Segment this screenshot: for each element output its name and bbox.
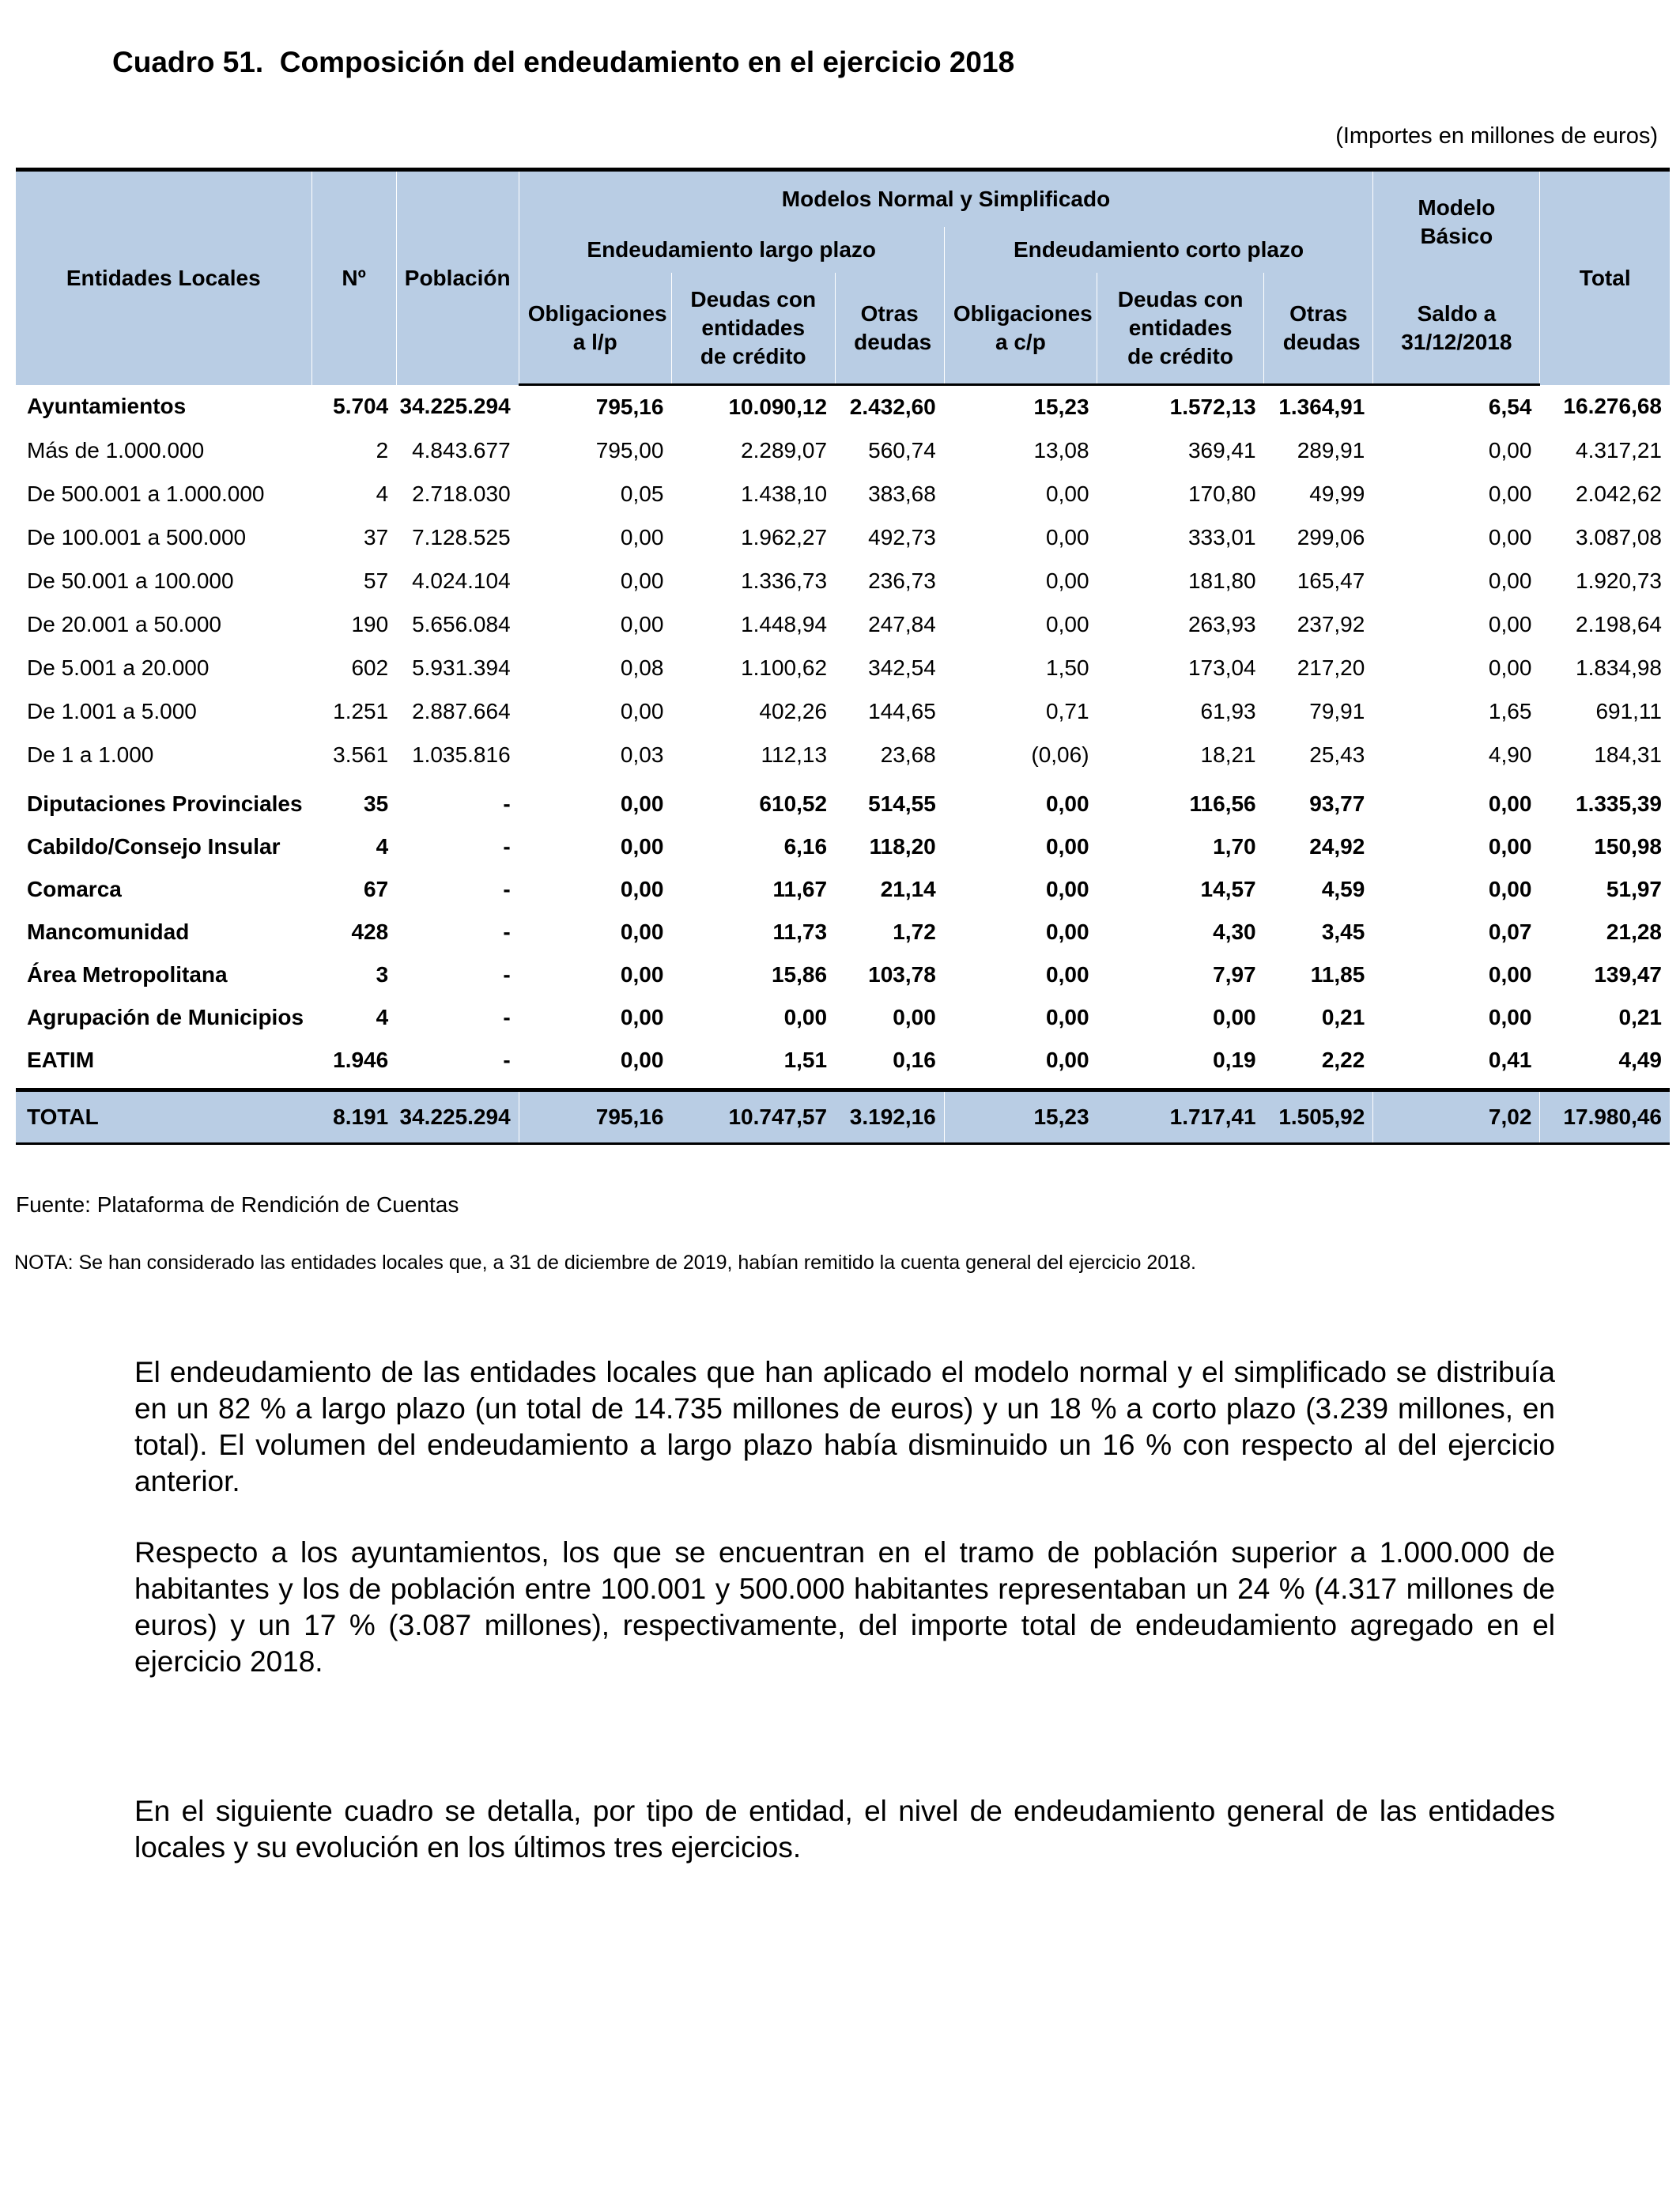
cell-d: 0,00 <box>1046 1048 1089 1072</box>
cell-c: 492,73 <box>835 515 944 559</box>
cell-a: 795,00 <box>595 437 664 463</box>
row-gap <box>16 776 1670 783</box>
cell-name: De 100.001 a 500.000 <box>27 524 247 549</box>
cell-a: 795,16 <box>595 395 664 419</box>
cell-a: 0,00 <box>620 1048 664 1072</box>
cell-n: 8.191 <box>311 1090 396 1144</box>
cell-t: 2.042,62 <box>1576 481 1662 506</box>
cell-n: 67 <box>364 877 389 901</box>
cell-d: 0,00 <box>1046 611 1089 636</box>
cell-b: 0,00 <box>783 1005 828 1029</box>
cell-g: 7,02 <box>1373 1090 1540 1144</box>
row-gap-cell <box>16 776 1670 783</box>
cell-t: 150,98 <box>1594 834 1662 859</box>
cell-n: 3 <box>376 962 389 987</box>
table-row <box>16 1039 1670 1082</box>
table-row <box>16 733 1670 776</box>
cell-d: 0,00 <box>1046 834 1089 859</box>
cell-b: 1.438,10 <box>741 481 828 506</box>
cell-name: De 50.001 a 100.000 <box>27 568 234 593</box>
cell-d: 0,00 <box>1046 920 1089 944</box>
cell-e: 333,01 <box>1187 524 1256 549</box>
cell-a: 0,00 <box>620 877 664 901</box>
cell-name: Más de 1.000.000 <box>27 437 205 463</box>
cell-name: De 1 a 1.000 <box>27 742 154 767</box>
cell-e: 263,93 <box>1187 611 1256 636</box>
table-row <box>16 472 1670 515</box>
cell-f: 237,92 <box>1264 602 1373 646</box>
header-oblig-cp <box>944 273 1097 385</box>
cell-t: 16.276,68 <box>1563 394 1662 419</box>
cell-d: 0,00 <box>1046 524 1089 549</box>
cell-b: 1.100,62 <box>741 655 828 680</box>
cell-c: 560,74 <box>835 429 944 472</box>
cell-name: Diputaciones Provinciales <box>27 791 303 816</box>
paragraph-2: Respecto a los ayuntamientos, los que se encuentran en el tramo de población superior a 1.000.000 de habitantes y los de población entre 100.001 y 500.000 habitantes representaban un 24 % (4.317 millones de euros) y un 17 % (3.087 millones), respectivamente, del importe total de endeudamiento agregado en el ejercicio 2018. <box>134 1536 1555 1678</box>
cell-c: 236,73 <box>835 559 944 602</box>
cell-f: 299,06 <box>1264 515 1373 559</box>
cell-pob: - <box>396 996 519 1039</box>
cell-pob: - <box>396 954 519 996</box>
cell-d: 15,23 <box>944 1090 1097 1144</box>
header-deudas-credito-cp <box>1097 273 1264 385</box>
header-otras-cp <box>1264 273 1373 385</box>
cell-d: 0,00 <box>1046 791 1089 816</box>
cell-c: 383,68 <box>835 472 944 515</box>
cell-t: 2.198,64 <box>1576 611 1662 636</box>
cell-b: 15,86 <box>771 962 828 987</box>
cell-g: 0,00 <box>1373 602 1540 646</box>
cell-c: 3.192,16 <box>835 1090 944 1144</box>
header-corto-plazo: Endeudamiento corto plazo <box>944 227 1373 273</box>
cell-name: EATIM <box>27 1048 95 1072</box>
header-largo-plazo: Endeudamiento largo plazo <box>519 227 944 273</box>
cell-g: 0,00 <box>1373 559 1540 602</box>
cell-c: 514,55 <box>835 783 944 825</box>
cell-d: 0,00 <box>1046 1005 1089 1029</box>
table-row <box>16 602 1670 646</box>
table-title: Cuadro 51. Composición del endeudamiento en el ejercicio 2018 <box>112 46 1015 78</box>
cell-g: 0,00 <box>1373 646 1540 689</box>
cell-g: 0,00 <box>1373 472 1540 515</box>
header-num: Nº <box>311 170 396 385</box>
cell-g: 0,00 <box>1373 868 1540 911</box>
cell-b: 1.962,27 <box>741 524 828 549</box>
cell-b: 112,13 <box>761 742 828 767</box>
cell-e: 0,19 <box>1213 1048 1256 1072</box>
cell-e: 1.717,41 <box>1097 1090 1264 1144</box>
cell-t: 17.980,46 <box>1540 1090 1670 1144</box>
cell-e: 173,04 <box>1187 655 1256 680</box>
cell-pob: - <box>396 825 519 868</box>
cell-name: De 5.001 a 20.000 <box>27 655 210 680</box>
cell-t: 0,21 <box>1618 1005 1662 1029</box>
cell-f: 1.364,91 <box>1264 385 1373 429</box>
cell-pob: - <box>396 868 519 911</box>
cell-g: 0,00 <box>1373 515 1540 559</box>
cell-e: 14,57 <box>1200 877 1256 901</box>
cell-pob: 7.128.525 <box>396 515 519 559</box>
deudas-credito-cp-label: Deudas con entidades de crédito <box>1117 287 1244 368</box>
table-row <box>16 911 1670 954</box>
cell-pob: 5.656.084 <box>396 602 519 646</box>
cell-t: 139,47 <box>1594 962 1662 987</box>
cell-name: Comarca <box>27 877 122 901</box>
cell-a: 0,03 <box>620 742 664 767</box>
modelo-basico-label: Modelo Básico <box>1418 195 1496 248</box>
cell-name: De 500.001 a 1.000.000 <box>27 481 265 506</box>
table-row <box>16 868 1670 911</box>
cell-g: 0,41 <box>1373 1039 1540 1082</box>
cell-name: De 1.001 a 5.000 <box>27 698 197 723</box>
cell-f: 24,92 <box>1264 825 1373 868</box>
header-poblacion: Población <box>396 170 519 385</box>
cell-g: 0,00 <box>1373 954 1540 996</box>
cell-a: 0,00 <box>620 611 664 636</box>
cell-a: 0,00 <box>620 920 664 944</box>
header-oblig-lp <box>519 273 671 385</box>
cell-e: 7,97 <box>1213 962 1256 987</box>
cell-pob: 34.225.294 <box>396 385 519 429</box>
row-gap-cell <box>16 1082 1670 1090</box>
header-modelo-basico <box>1373 170 1540 274</box>
header-total: Total <box>1540 170 1670 385</box>
header-deudas-credito-lp <box>671 273 835 385</box>
cell-f: 289,91 <box>1264 429 1373 472</box>
cell-d: 1,50 <box>1046 655 1089 680</box>
cell-g: 0,00 <box>1373 996 1540 1039</box>
footnote: NOTA: Se han considerado las entidades locales que, a 31 de diciembre de 2019, habían remitido la cuenta general del ejercicio 2018. <box>14 1252 1196 1274</box>
cell-a: 0,00 <box>620 962 664 987</box>
cell-t: 1.920,73 <box>1576 568 1662 593</box>
header-saldo <box>1373 273 1540 385</box>
cell-c: 144,65 <box>835 689 944 733</box>
cell-f: 49,99 <box>1264 472 1373 515</box>
cell-a: 0,00 <box>620 834 664 859</box>
cell-f: 2,22 <box>1264 1039 1373 1082</box>
cell-n: 428 <box>351 920 389 944</box>
cell-d: 15,23 <box>1033 395 1089 419</box>
cell-d: 0,00 <box>1046 568 1089 593</box>
cell-n: 2 <box>376 437 389 463</box>
cell-b: 402,26 <box>759 698 828 723</box>
cell-d: 13,08 <box>1033 437 1089 463</box>
paragraph-1: El endeudamiento de las entidades locales que han aplicado el modelo normal y el simplificado se distribuía en un 82 % a largo plazo (un total de 14.735 millones de euros) y un 18 % a corto plazo (3.239 millones, en total). El volumen del endeudamiento a largo plazo había disminuido un 16 % con respecto al del ejercicio anterior. <box>134 1356 1555 1497</box>
cell-n: 4 <box>376 834 389 859</box>
table-row <box>16 954 1670 996</box>
cell-c: 0,16 <box>835 1039 944 1082</box>
cell-c: 1,72 <box>835 911 944 954</box>
cell-n: 37 <box>364 524 389 549</box>
cell-t: 4.317,21 <box>1576 437 1662 463</box>
cell-c: 342,54 <box>835 646 944 689</box>
cell-pob: 1.035.816 <box>396 733 519 776</box>
cell-name: De 20.001 a 50.000 <box>27 611 221 636</box>
cell-n: 4 <box>376 481 389 506</box>
cell-e: 170,80 <box>1187 481 1256 506</box>
cell-name: Área Metropolitana <box>27 962 228 987</box>
cell-b: 1,51 <box>783 1048 828 1072</box>
cell-b: 1.336,73 <box>741 568 828 593</box>
cell-f: 1.505,92 <box>1264 1090 1373 1144</box>
oblig-lp-label: Obligaciones a l/p <box>527 301 667 354</box>
cell-d: 0,00 <box>1046 962 1089 987</box>
cell-a: 0,00 <box>620 791 664 816</box>
cell-pob: 34.225.294 <box>396 1090 519 1144</box>
cell-c: 2.432,60 <box>835 385 944 429</box>
cell-e: 1.572,13 <box>1169 395 1256 419</box>
cell-f: 165,47 <box>1264 559 1373 602</box>
cell-f: 4,59 <box>1264 868 1373 911</box>
cell-f: 0,21 <box>1264 996 1373 1039</box>
cell-e: 18,21 <box>1200 742 1256 767</box>
cell-f: 11,85 <box>1264 954 1373 996</box>
cell-a: 0,00 <box>620 1005 664 1029</box>
cell-b: 10.747,57 <box>671 1090 835 1144</box>
cell-t: 51,97 <box>1606 877 1662 901</box>
cell-f: 3,45 <box>1264 911 1373 954</box>
cell-name: TOTAL <box>16 1090 311 1144</box>
cell-b: 2.289,07 <box>741 437 828 463</box>
oblig-cp-label: Obligaciones a c/p <box>953 301 1093 354</box>
cell-b: 610,52 <box>759 791 828 816</box>
saldo-label: Saldo a 31/12/2018 <box>1401 301 1512 354</box>
cell-pob: 2.887.664 <box>396 689 519 733</box>
cell-name: Agrupación de Municipios <box>27 1005 304 1029</box>
cell-a: 0,00 <box>620 698 664 723</box>
otras-lp-label: Otras deudas <box>854 301 932 354</box>
table-row <box>16 689 1670 733</box>
cell-t: 21,28 <box>1606 920 1662 944</box>
cell-f: 25,43 <box>1264 733 1373 776</box>
cell-t: 4,49 <box>1618 1048 1662 1072</box>
cell-t: 1.834,98 <box>1576 655 1662 680</box>
cell-e: 0,00 <box>1213 1005 1256 1029</box>
cell-c: 118,20 <box>835 825 944 868</box>
table-row <box>16 559 1670 602</box>
source-note: Fuente: Plataforma de Rendición de Cuentas <box>16 1192 459 1217</box>
cell-n: 4 <box>376 1005 389 1029</box>
cell-e: 181,80 <box>1187 568 1256 593</box>
table-row <box>16 996 1670 1039</box>
cell-g: 1,65 <box>1373 689 1540 733</box>
cell-b: 11,73 <box>772 920 828 944</box>
table-row <box>16 515 1670 559</box>
cell-d: (0,06) <box>1031 742 1089 767</box>
cell-n: 57 <box>364 568 389 593</box>
cell-t: 691,11 <box>1595 698 1662 723</box>
cell-pob: - <box>396 783 519 825</box>
header-entidades: Entidades Locales <box>16 170 311 385</box>
cell-f: 93,77 <box>1264 783 1373 825</box>
cell-a: 795,16 <box>519 1090 671 1144</box>
deudas-credito-lp-label: Deudas con entidades de crédito <box>690 287 817 368</box>
cell-c: 247,84 <box>835 602 944 646</box>
cell-b: 1.448,94 <box>741 611 828 636</box>
total-row <box>16 1090 1670 1144</box>
cell-b: 11,67 <box>772 877 828 901</box>
cell-d: 0,71 <box>1046 698 1089 723</box>
table-row <box>16 429 1670 472</box>
cell-pob: 2.718.030 <box>396 472 519 515</box>
cell-e: 61,93 <box>1200 698 1256 723</box>
cell-n: 3.561 <box>333 742 389 767</box>
cell-d: 0,00 <box>1046 877 1089 901</box>
cell-g: 0,00 <box>1373 825 1540 868</box>
table-row <box>16 646 1670 689</box>
paragraph-3: En el siguiente cuadro se detalla, por tipo de entidad, el nivel de endeudamiento general de las entidades locales y su evolución en los últimos tres ejercicios. <box>134 1795 1555 1864</box>
cell-n: 5.704 <box>333 394 389 419</box>
cell-pob: 5.931.394 <box>396 646 519 689</box>
cell-e: 4,30 <box>1213 920 1256 944</box>
cell-a: 0,05 <box>620 481 664 506</box>
cell-t: 3.087,08 <box>1576 524 1662 549</box>
units-note: (Importes en millones de euros) <box>1335 123 1658 149</box>
cell-pob: - <box>396 1039 519 1082</box>
cell-g: 6,54 <box>1373 385 1540 429</box>
cell-g: 4,90 <box>1373 733 1540 776</box>
cell-e: 369,41 <box>1187 437 1256 463</box>
cell-pob: 4.024.104 <box>396 559 519 602</box>
cell-b: 10.090,12 <box>728 395 828 419</box>
cell-n: 35 <box>364 791 389 816</box>
header-otras-lp <box>835 273 944 385</box>
cell-g: 0,00 <box>1373 429 1540 472</box>
cell-name: Cabildo/Consejo Insular <box>27 834 281 859</box>
cell-n: 1.251 <box>333 698 389 723</box>
cell-d: 0,00 <box>1046 481 1089 506</box>
cell-f: 79,91 <box>1264 689 1373 733</box>
cell-n: 602 <box>351 655 389 680</box>
cell-c: 23,68 <box>835 733 944 776</box>
cell-e: 1,70 <box>1213 834 1256 859</box>
cell-name: Ayuntamientos <box>27 394 187 419</box>
table-row <box>16 825 1670 868</box>
cell-g: 0,07 <box>1373 911 1540 954</box>
header-modelos-normal-simplificado: Modelos Normal y Simplificado <box>519 170 1373 228</box>
cell-c: 21,14 <box>835 868 944 911</box>
cell-pob: 4.843.677 <box>396 429 519 472</box>
debt-composition-table <box>16 168 1670 1145</box>
cell-t: 1.335,39 <box>1576 791 1662 816</box>
cell-a: 0,00 <box>620 568 664 593</box>
table-row <box>16 783 1670 825</box>
table-row <box>16 385 1670 429</box>
cell-a: 0,00 <box>620 524 664 549</box>
cell-name: Mancomunidad <box>27 920 190 944</box>
cell-e: 116,56 <box>1189 791 1256 816</box>
cell-n: 190 <box>351 611 389 636</box>
cell-c: 103,78 <box>835 954 944 996</box>
cell-a: 0,08 <box>620 655 664 680</box>
cell-n: 1.946 <box>333 1048 389 1072</box>
cell-c: 0,00 <box>835 996 944 1039</box>
cell-f: 217,20 <box>1264 646 1373 689</box>
cell-g: 0,00 <box>1373 783 1540 825</box>
otras-cp-label: Otras deudas <box>1282 301 1361 354</box>
row-gap <box>16 1082 1670 1090</box>
cell-t: 184,31 <box>1594 742 1662 767</box>
cell-pob: - <box>396 911 519 954</box>
cell-b: 6,16 <box>783 834 828 859</box>
